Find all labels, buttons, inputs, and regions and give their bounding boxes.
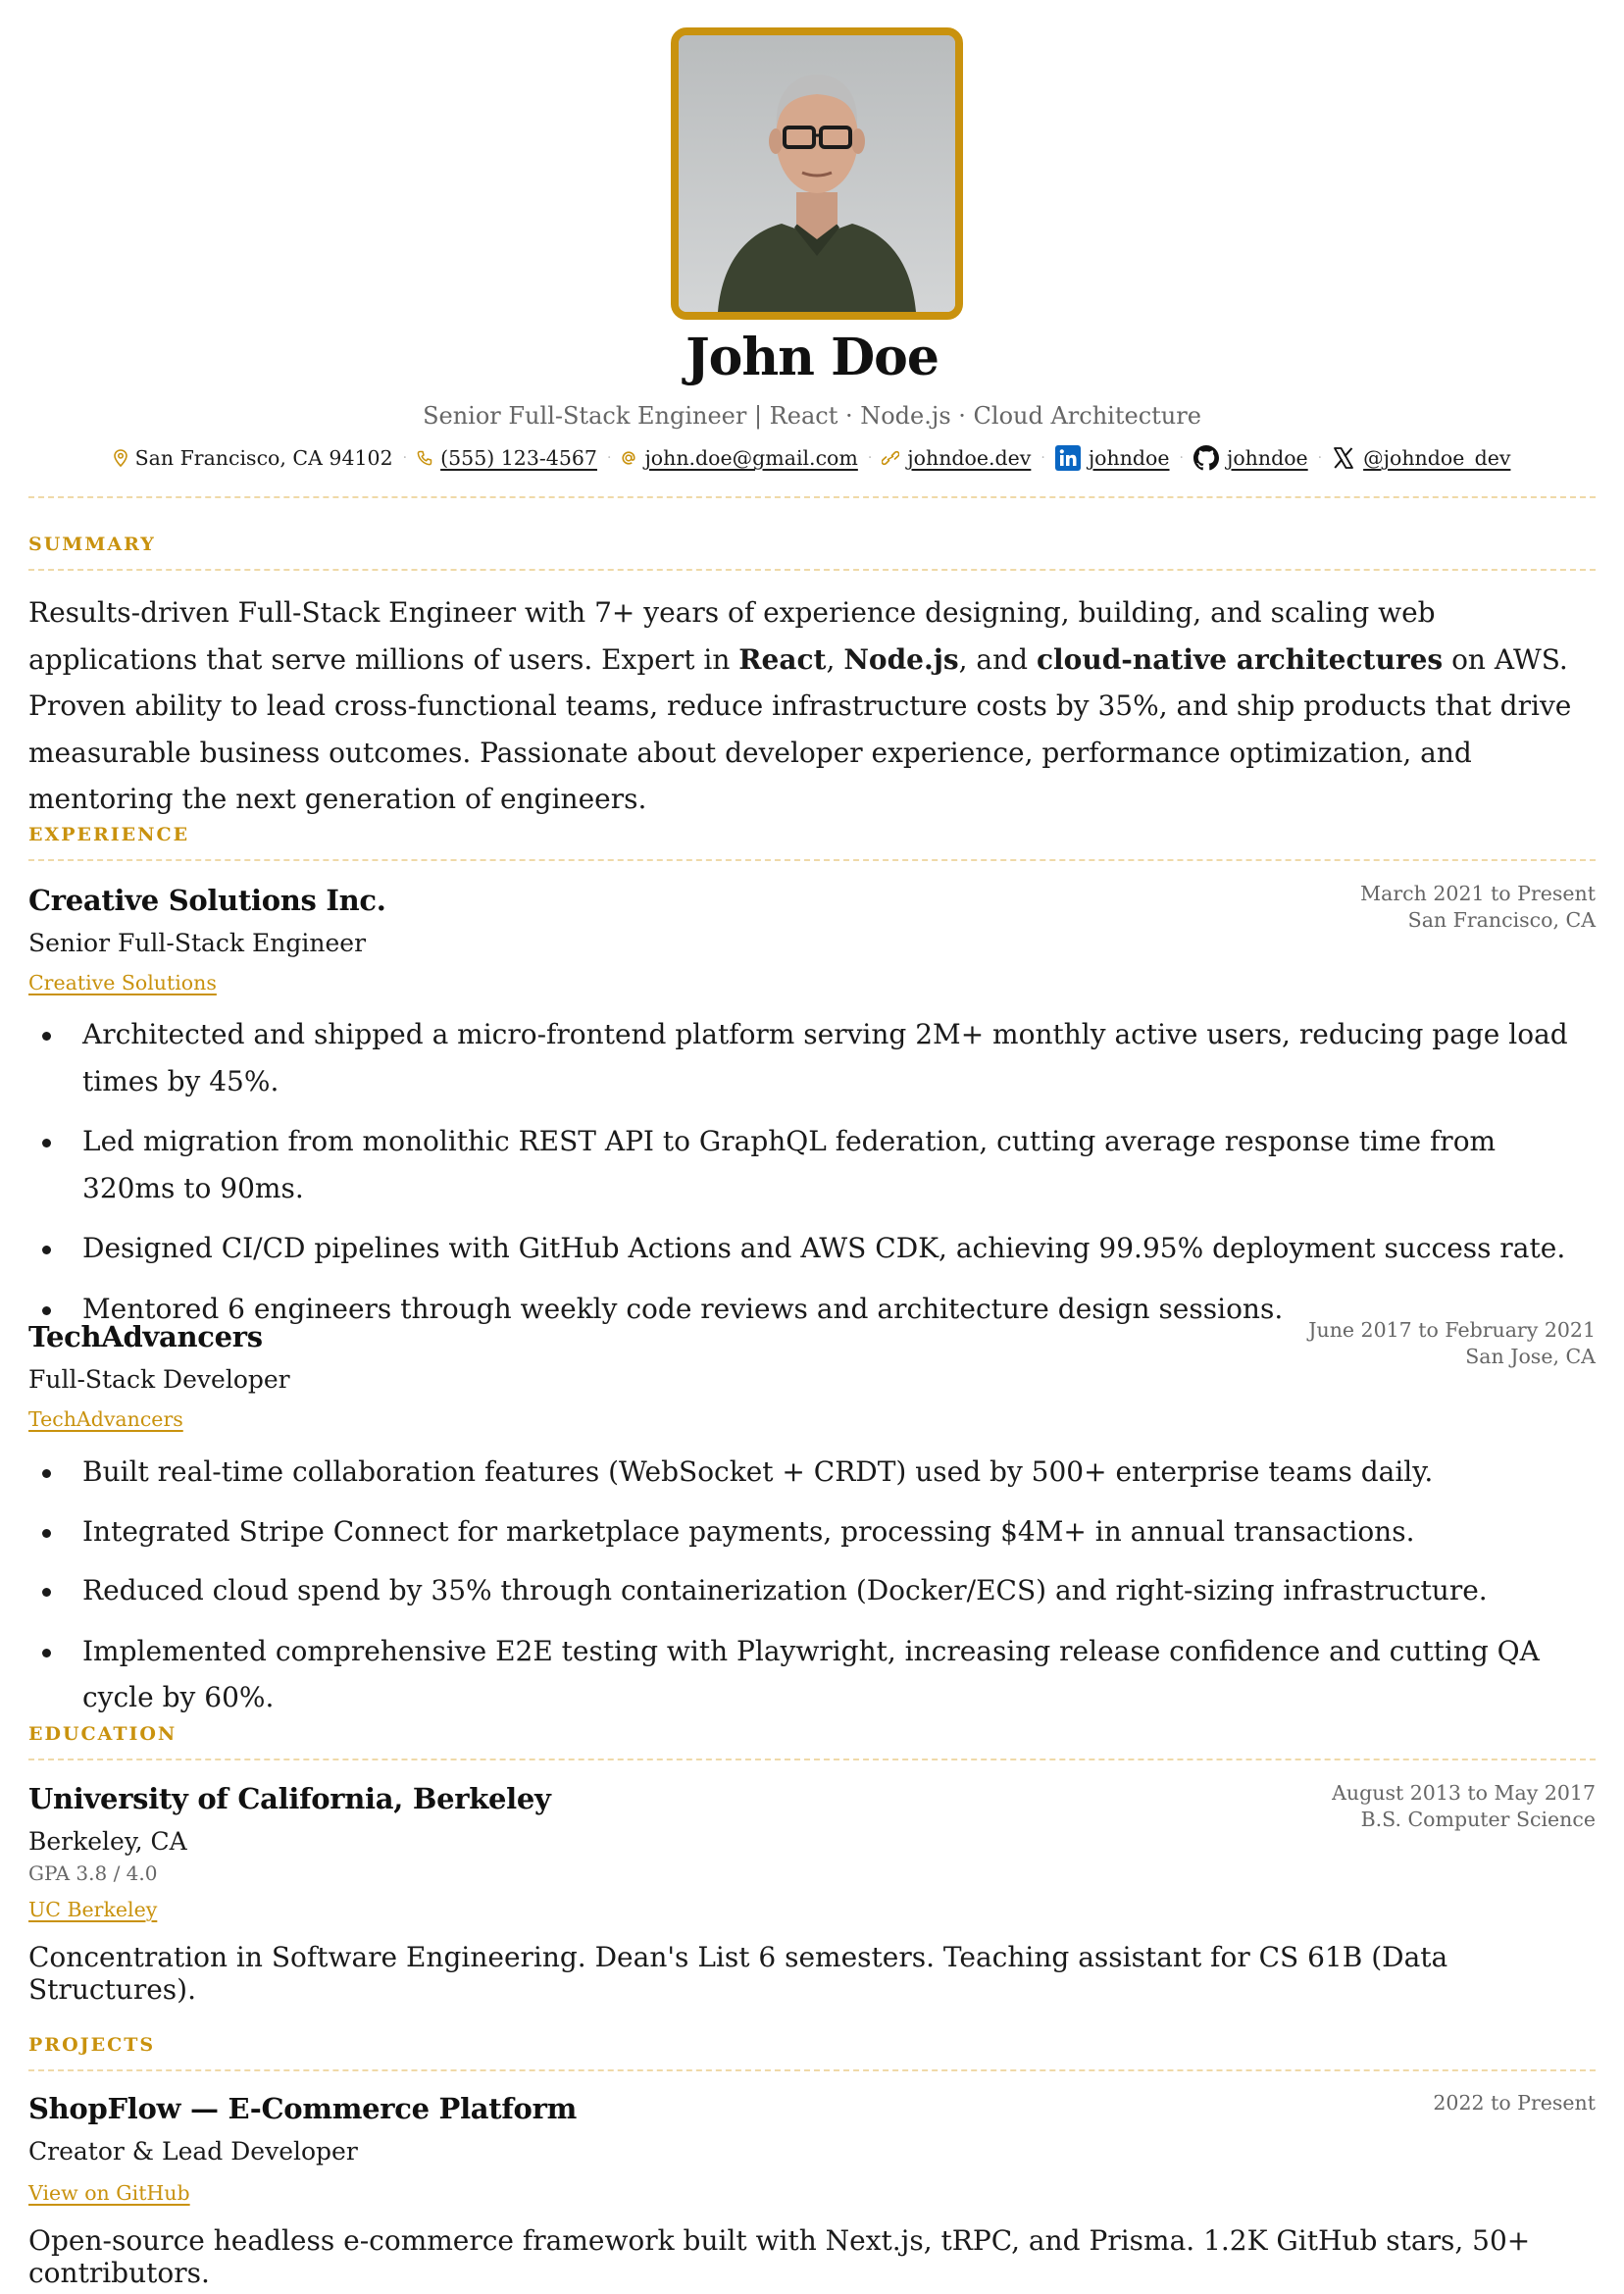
candidate-headline: Senior Full-Stack Engineer | React · Node.js · Cloud Architecture — [423, 402, 1201, 430]
job-bullets — [28, 1011, 1596, 1332]
github-link[interactable]: johndoe — [1226, 446, 1308, 470]
education-gpa: GPA 3.8 / 4.0 — [28, 1861, 158, 1885]
school-link[interactable]: UC Berkeley — [28, 1898, 158, 1921]
job-location: San Jose, CA — [1465, 1345, 1596, 1368]
divider — [28, 1759, 1596, 1760]
education-degree: B.S. Computer Science — [1360, 1808, 1596, 1831]
education-school: University of California, Berkeley — [28, 1782, 551, 1815]
list-item: Integrated Stripe Connect for marketplace payments, processing $4M+ in annual transactions. — [28, 1508, 1596, 1555]
divider — [28, 569, 1596, 571]
project-description: Open-source headless e-commerce framework built with Next.js, tRPC, and Prisma. 1.2K GitHub stars, 50+ contributors. — [28, 2224, 1531, 2289]
link-icon — [882, 450, 899, 466]
linkedin-icon — [1055, 445, 1081, 471]
contact-email[interactable] — [621, 446, 857, 470]
section-title-education: EDUCATION — [28, 1723, 178, 1745]
x-twitter-icon — [1332, 446, 1355, 470]
job-role: Senior Full-Stack Engineer — [28, 929, 367, 957]
summary-highlight: React — [738, 642, 827, 676]
project-role: Creator & Lead Developer — [28, 2137, 358, 2166]
separator-dot: · — [1317, 450, 1323, 466]
job-location: San Francisco, CA — [1407, 908, 1596, 932]
list-item: Mentored 6 engineers through weekly code reviews and architecture design sessions. — [28, 1286, 1596, 1333]
list-item: Reduced cloud spend by 35% through containerization (Docker/ECS) and right-sizing infrastructure. — [28, 1567, 1596, 1614]
github-icon — [1193, 445, 1219, 471]
separator-dot: · — [1040, 450, 1045, 466]
summary-highlight: cloud-native architectures — [1036, 642, 1444, 676]
contact-row — [0, 445, 1624, 471]
list-item: Led migration from monolithic REST API to GraphQL federation, cutting average response time from 320ms to 90ms. — [28, 1118, 1596, 1211]
contact-location — [114, 446, 393, 470]
list-item: Built real-time collaboration features (WebSocket + CRDT) used by 500+ enterprise teams daily. — [28, 1449, 1596, 1496]
project-title: ShopFlow — E-Commerce Platform — [28, 2092, 577, 2125]
email-link[interactable]: john.doe@gmail.com — [644, 446, 858, 470]
at-sign-icon — [621, 450, 636, 466]
divider — [28, 2069, 1596, 2071]
list-item: Architected and shipped a micro-frontend platform serving 2M+ monthly active users, reducing page load times by 45%. — [28, 1011, 1596, 1104]
job-company: TechAdvancers — [28, 1320, 263, 1353]
job-dates: March 2021 to Present — [1360, 882, 1596, 905]
contact-website[interactable] — [882, 446, 1031, 470]
contact-twitter[interactable] — [1332, 446, 1510, 470]
contact-github[interactable] — [1193, 445, 1308, 471]
location-text: San Francisco, CA 94102 — [134, 446, 393, 470]
list-item: Implemented comprehensive E2E testing with Playwright, increasing release confidence and cutting QA cycle by 60%. — [28, 1628, 1596, 1721]
section-title-experience: EXPERIENCE — [28, 824, 190, 845]
separator-dot: · — [606, 450, 612, 466]
company-link[interactable]: TechAdvancers — [28, 1407, 183, 1431]
job-company: Creative Solutions Inc. — [28, 884, 386, 917]
summary-text: Results-driven Full-Stack Engineer with 7+ years of experience designing, building, and scaling web applications that serve millions of users. Expert in React, Node.js, and cloud-native architectures on AWS. Proven ability to lead cross-functional teams, reduce infrastructure costs by 35%, and ship products that drive measurable business outcomes. Passionate about developer experience, performance optimization, and mentoring the next generation of engineers. — [28, 596, 1572, 815]
separator-dot: · — [402, 450, 408, 466]
project-dates: 2022 to Present — [1433, 2091, 1596, 2115]
education-description: Concentration in Software Engineering. Dean's List 6 semesters. Teaching assistant for CS 61B (Data Structures). — [28, 1941, 1448, 2006]
phone-icon — [417, 450, 432, 466]
twitter-link[interactable]: @johndoe_dev — [1363, 446, 1511, 470]
job-role: Full-Stack Developer — [28, 1365, 290, 1394]
separator-dot: · — [1179, 450, 1184, 466]
divider — [28, 859, 1596, 861]
section-title-summary: SUMMARY — [28, 534, 156, 555]
job-bullets — [28, 1449, 1596, 1721]
phone-link[interactable]: (555) 123-4567 — [440, 446, 597, 470]
education-location: Berkeley, CA — [28, 1827, 187, 1856]
contact-phone[interactable] — [417, 446, 597, 470]
website-link[interactable]: johndoe.dev — [907, 446, 1032, 470]
divider — [28, 496, 1596, 498]
linkedin-link[interactable]: johndoe — [1088, 446, 1170, 470]
map-pin-icon — [114, 449, 127, 467]
list-item: Designed CI/CD pipelines with GitHub Actions and AWS CDK, achieving 99.95% deployment success rate. — [28, 1225, 1596, 1272]
education-dates: August 2013 to May 2017 — [1332, 1781, 1596, 1805]
company-link[interactable]: Creative Solutions — [28, 971, 217, 994]
section-title-projects: PROJECTS — [28, 2034, 156, 2056]
separator-dot: · — [867, 450, 873, 466]
candidate-name: John Doe — [685, 328, 939, 387]
profile-photo — [671, 27, 963, 320]
job-dates: June 2017 to February 2021 — [1308, 1318, 1596, 1342]
contact-linkedin[interactable] — [1055, 445, 1170, 471]
summary-highlight: Node.js — [843, 642, 959, 676]
github-project-link[interactable]: View on GitHub — [28, 2181, 190, 2205]
